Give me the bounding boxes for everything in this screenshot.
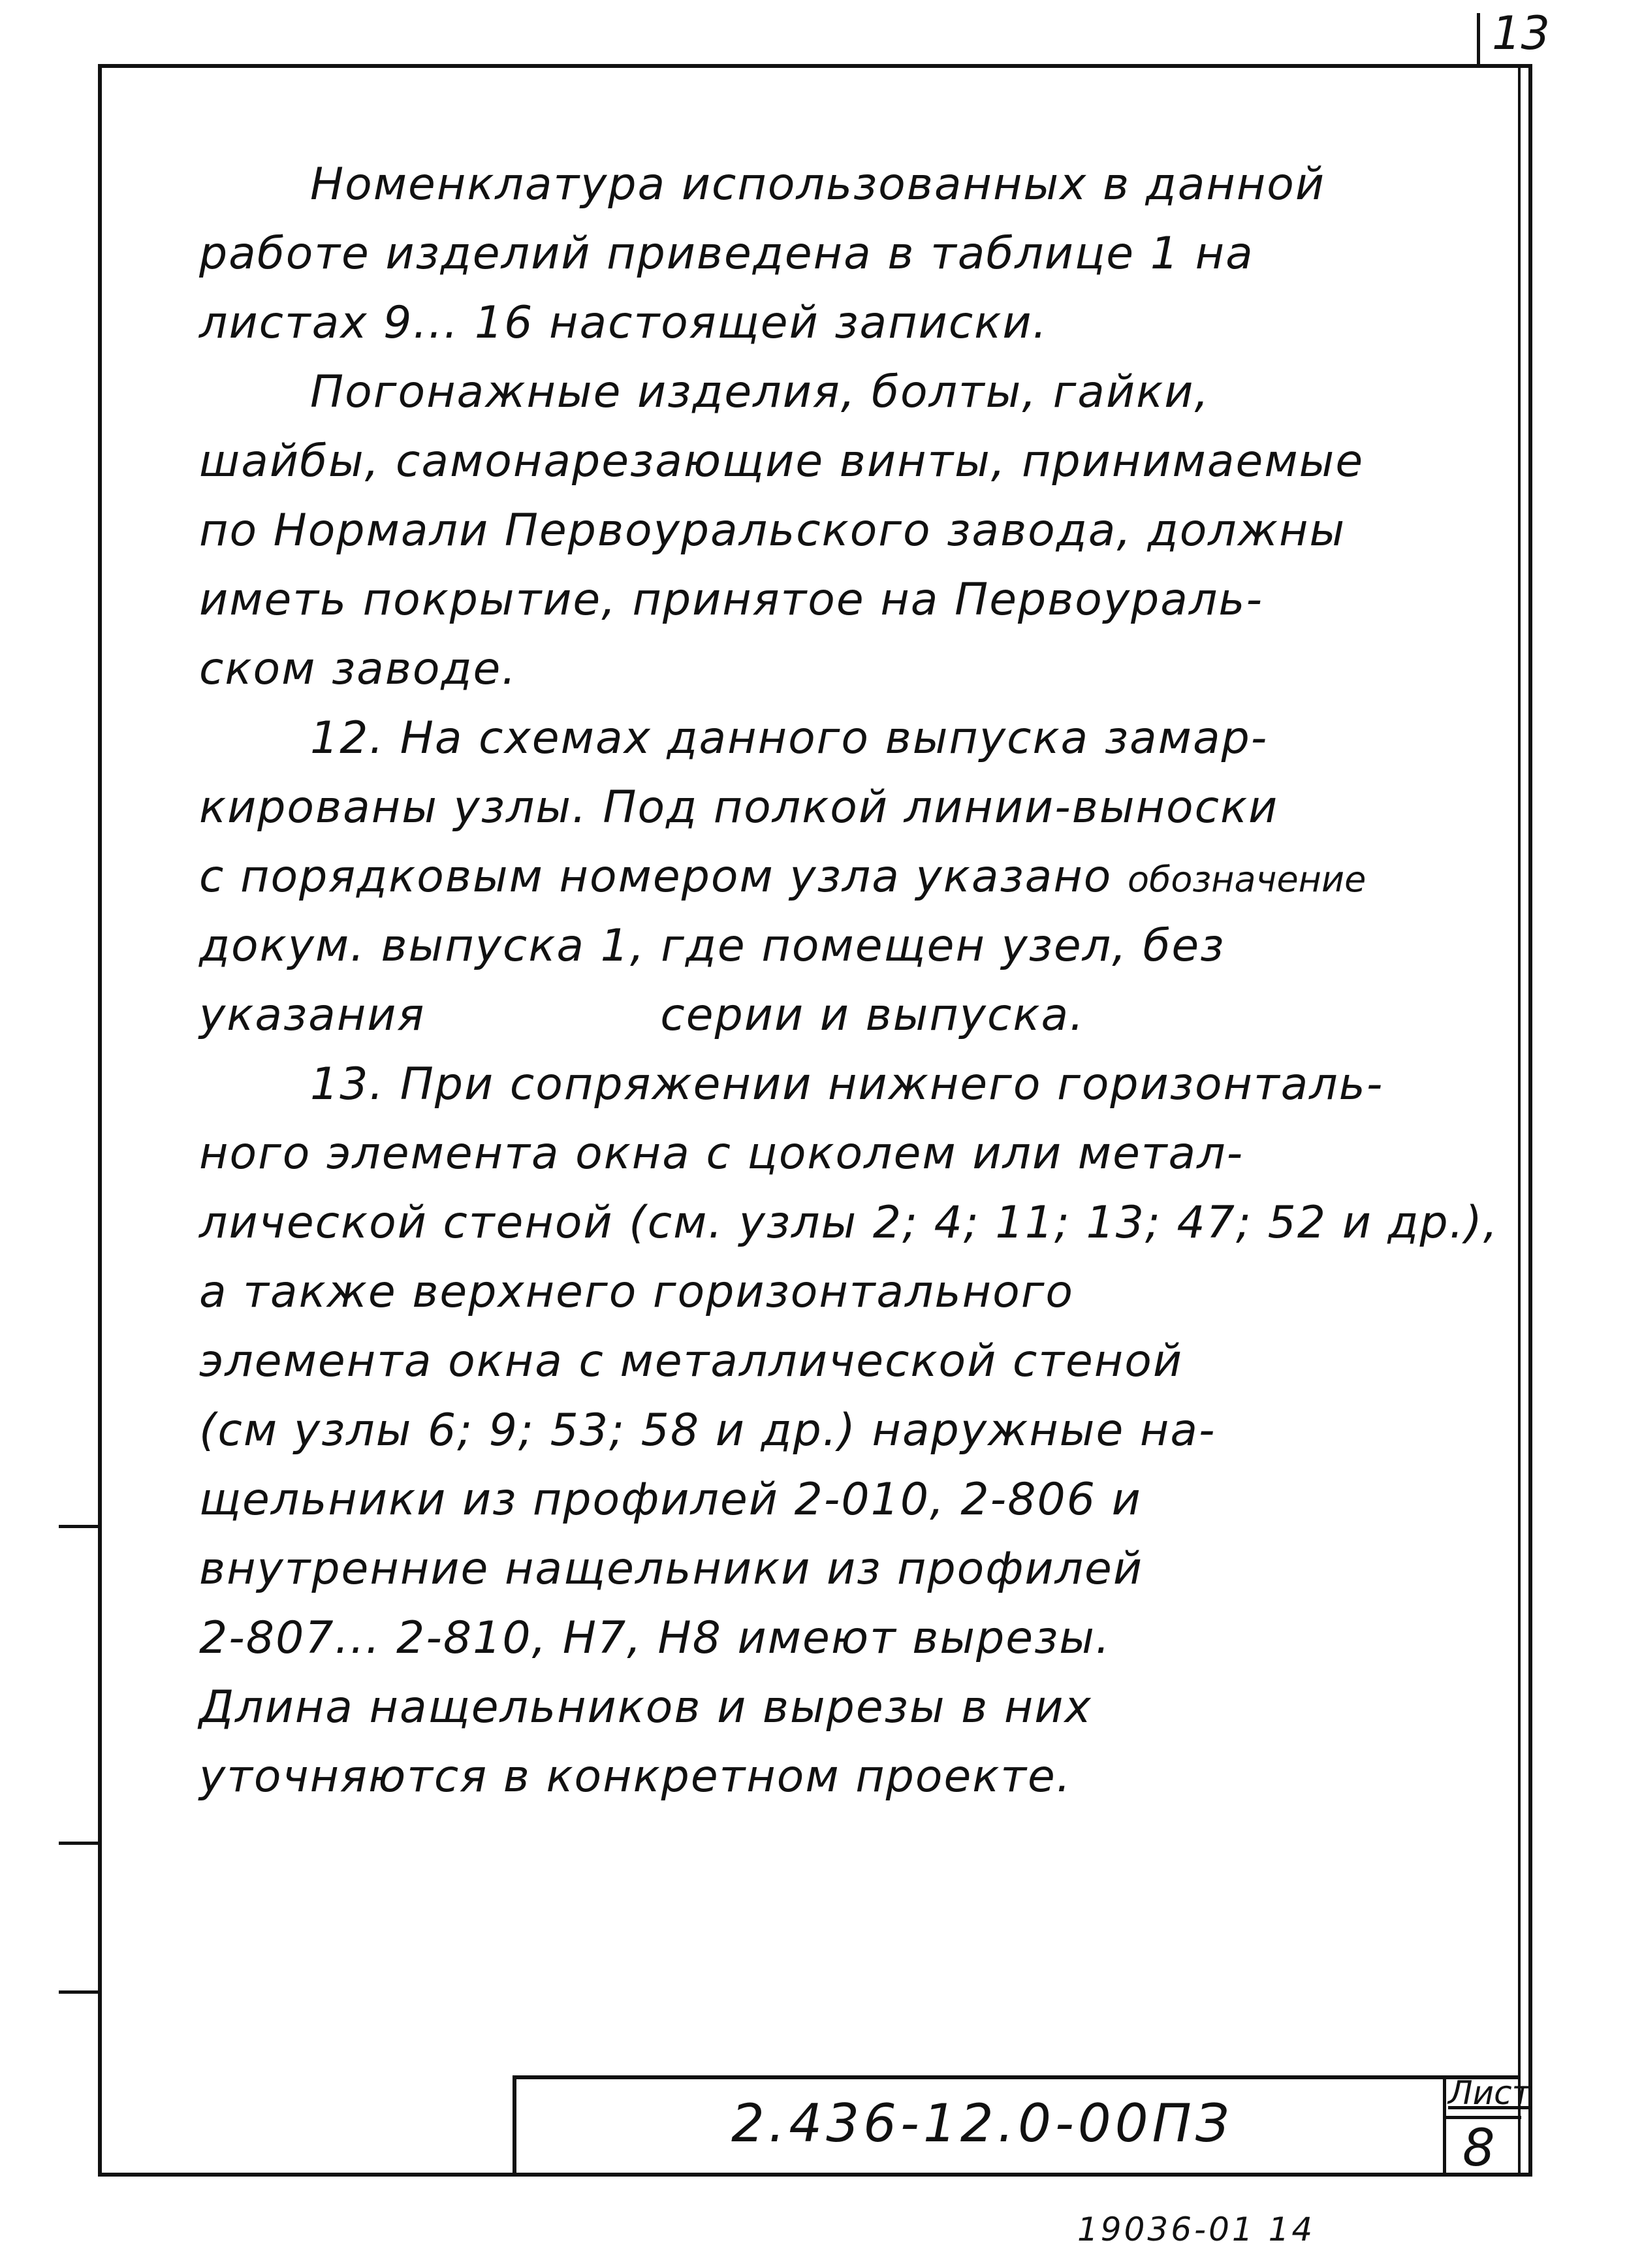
text-line-main: с порядковым номером узла указано — [199, 851, 1113, 902]
text-line: Номенклатура использованных в данной — [310, 159, 1326, 210]
text-line: ском заводе. — [199, 643, 517, 695]
text-line: листах 9... 16 настоящей записки. — [199, 297, 1049, 349]
document-code: 2.436-12.0-00ПЗ — [731, 2093, 1233, 2154]
text-line: 12. На схемах данного выпуска замар- — [310, 712, 1269, 764]
text-line: по Нормали Первоуральского завода, должны — [199, 505, 1346, 556]
text-line: уточняются в конкретном проекте. — [199, 1751, 1072, 1802]
text-line: ного элемента окна с цоколем или метал- — [199, 1128, 1244, 1179]
frame-inner-right-line — [1518, 64, 1521, 2177]
inventory-number: 19036-01 14 — [1077, 2211, 1316, 2248]
sheet-label: Лист — [1448, 2074, 1531, 2112]
margin-tick-1 — [59, 1525, 98, 1528]
text-line: элемента окна с металлической стеной — [199, 1335, 1184, 1387]
sheet-number: 8 — [1462, 2119, 1495, 2178]
text-line: внутренние нащельники из профилей — [199, 1543, 1144, 1595]
text-line: а также верхнего горизонтального — [199, 1266, 1075, 1318]
text-line: 2-807... 2-810, Н7, Н8 имеют вырезы. — [199, 1612, 1111, 1664]
text-line: кированы узлы. Под полкой линии-выноски — [199, 782, 1279, 833]
explanatory-note-text — [199, 150, 1498, 1812]
text-line-part: серии и выпуска. — [660, 989, 1085, 1041]
text-line — [199, 842, 1498, 912]
text-line: 13. При сопряжении нижнего горизонталь- — [310, 1059, 1384, 1110]
text-line: шайбы, самонарезающие винты, принимаемые — [199, 436, 1365, 487]
margin-tick-3 — [59, 1990, 98, 1994]
margin-tick-2 — [59, 1842, 98, 1845]
text-line: лической стеной (см. узлы 2; 4; 11; 13; 47; 52 и др.), — [199, 1197, 1499, 1249]
text-line-part: указания — [199, 989, 426, 1041]
text-line: Длина нащельников и вырезы в них — [199, 1682, 1092, 1733]
text-line: (см узлы 6; 9; 53; 58 и др.) наружные на- — [199, 1405, 1216, 1456]
text-line: иметь покрытие, принятое на Первоураль- — [199, 574, 1264, 626]
text-line: щельники из профилей 2-010, 2-806 и — [199, 1474, 1142, 1525]
text-line: докум. выпуска 1, где помещен узел, без — [199, 920, 1225, 972]
text-line-inserted-word: обозначение — [1128, 859, 1366, 900]
text-line — [199, 981, 1498, 1050]
page-number-top: 13 — [1492, 7, 1551, 60]
top-page-tick — [1477, 13, 1480, 65]
text-line: Погонажные изделия, болты, гайки, — [310, 366, 1210, 418]
text-line: работе изделий приведена в таблице 1 на — [199, 228, 1254, 280]
